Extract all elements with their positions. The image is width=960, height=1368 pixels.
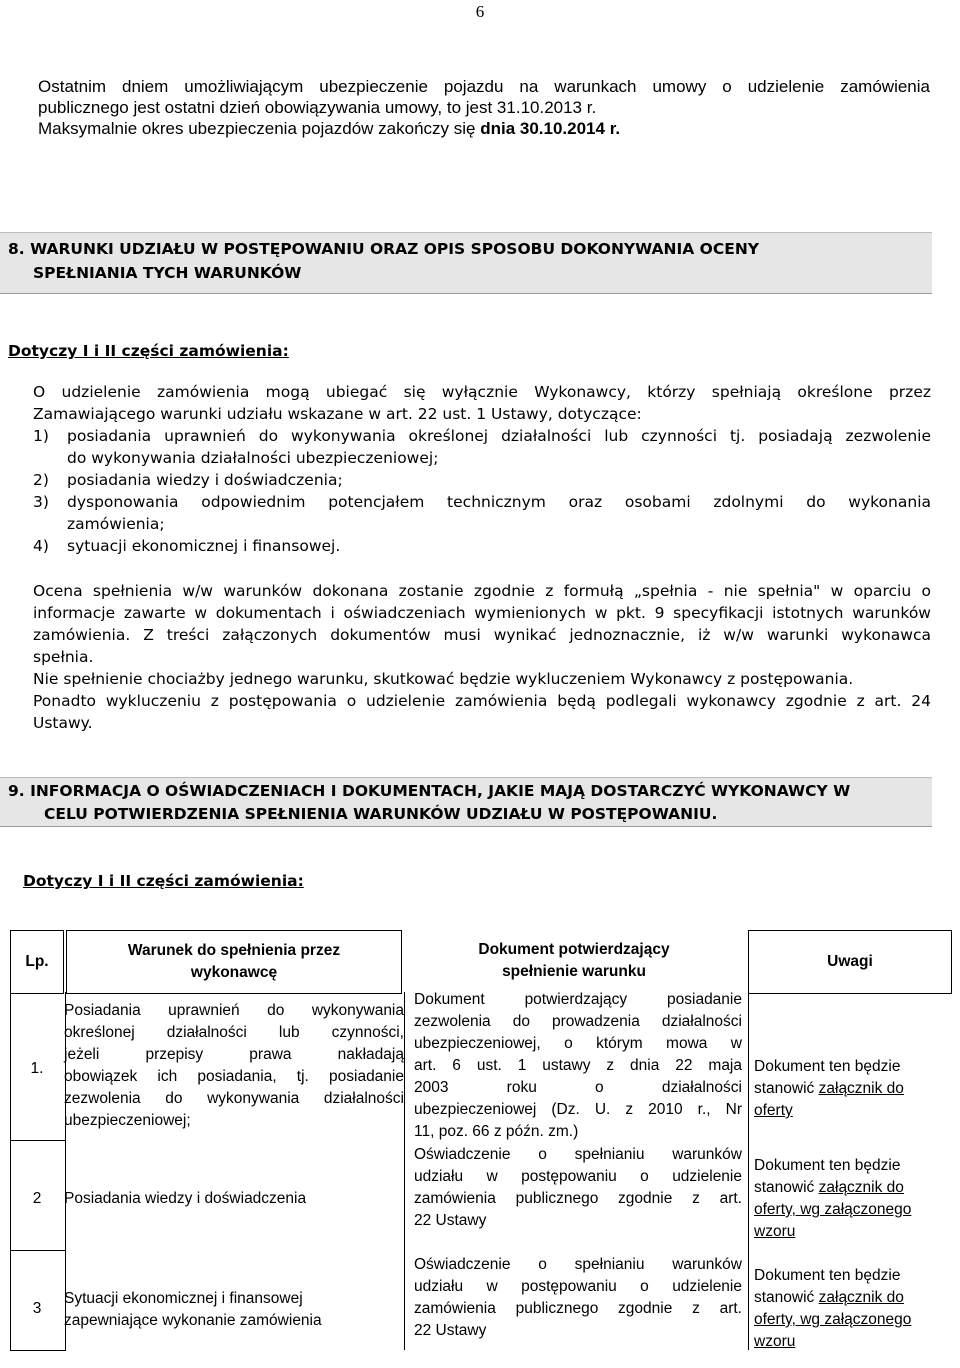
row-divider	[10, 1140, 66, 1141]
remarks-line	[754, 1177, 954, 1199]
cell-line: zezwolenia do prowadzenia działalności	[414, 1013, 742, 1030]
header-condition-line: Warunek do spełnienia przez	[127, 942, 341, 959]
row-condition	[64, 1288, 404, 1332]
section-8-subheading: Dotyczy I i II części zamówienia:	[8, 342, 289, 360]
paragraph-line: zamówienia. Z treści załączonych dokumentów musi wynikać jednoznacznie, iż w/w warunki wykonawca	[33, 626, 931, 644]
row-condition	[64, 1000, 404, 1132]
item-line: sytuacji ekonomicznej i finansowej.	[67, 537, 341, 555]
paragraph-line: O udzielenie zamówienia mogą ubiegać się wyłącznie Wykonawcy, którzy spełniają określone przez	[33, 383, 931, 401]
row-remarks	[754, 1056, 954, 1122]
item-line: zamówienia;	[67, 515, 165, 533]
cell-line: ubezpieczeniowej, o którym mowa w	[414, 1035, 742, 1052]
intro-date: dnia 30.10.2014 r.	[480, 119, 621, 138]
paragraph-line: Ponadto wykluczeniu z postępowania o udzielenie zamówienia będą podlegali wykonawcy zgodnie z art. 24	[33, 692, 931, 710]
remarks-text: stanowić	[754, 1080, 819, 1097]
row-lp: 3	[32, 1300, 42, 1317]
section-9-subheading: Dotyczy I i II części zamówienia:	[23, 872, 304, 890]
section-8-heading-line: 8. WARUNKI UDZIAŁU W POSTĘPOWANIU ORAZ OPIS SPOSOBU DOKONYWANIA OCENY	[8, 240, 760, 258]
header-document	[404, 930, 744, 984]
header-lp: Lp.	[10, 930, 64, 994]
remarks-text: stanowić	[754, 1179, 819, 1196]
paragraph-line: Nie spełnienie chociażby jednego warunku, skutkować będzie wykluczeniem Wykonawcy z postępowania.	[33, 670, 854, 688]
cell-line: zamówienia publicznego zgodnie z art.	[414, 1300, 742, 1317]
row-remarks	[754, 1155, 954, 1243]
cell-line: zapewniające wykonanie zamówienia	[64, 1312, 322, 1329]
attachment-link: oferty	[754, 1102, 793, 1119]
cell-line: 11, poz. 66 z późn. zm.)	[414, 1123, 579, 1140]
lp-column-border	[10, 992, 66, 1350]
row-document	[414, 1144, 742, 1232]
paragraph-line: Ocena spełnienia w/w warunków dokonana zostanie zgodnie z formułą „spełnia - nie spełnia" w oparciu o	[33, 582, 931, 600]
section-9-heading-line: 9. INFORMACJA O OŚWIADCZENIACH I DOKUMENTACH, JAKIE MAJĄ DOSTARCZYĆ WYKONAWCY W	[8, 782, 851, 800]
cell-line: Dokument potwierdzający posiadanie	[414, 991, 742, 1008]
item-number: 2)	[33, 471, 49, 489]
header-condition-line: wykonawcę	[190, 964, 278, 981]
section-8-heading-line: SPEŁNIANIA TYCH WARUNKÓW	[33, 264, 302, 282]
item-line: do wykonywania działalności ubezpieczeniowej;	[67, 449, 439, 467]
paragraph-line: Ustawy.	[33, 714, 93, 732]
row-condition	[64, 1188, 404, 1210]
remarks-line	[754, 1078, 954, 1100]
row-document	[414, 989, 742, 1143]
cell-line: 2003 roku o działalności	[414, 1079, 742, 1096]
cell-line: 22 Ustawy	[414, 1322, 487, 1339]
section-9-heading-line: CELU POTWIERDZENIA SPEŁNIENIA WARUNKÓW UDZIAŁU W POSTĘPOWANIU.	[44, 805, 718, 823]
row-document	[414, 1254, 742, 1342]
row-lp: 2	[32, 1190, 42, 1207]
item-number: 1)	[33, 427, 49, 445]
cell-line: zezwolenia do wykonywania działalności	[64, 1090, 404, 1107]
attachment-link: wzoru	[754, 1223, 796, 1240]
header-document-line: spełnienie warunku	[502, 963, 646, 980]
cell-line: ubezpieczeniowej;	[64, 1112, 191, 1129]
attachment-link: wzoru	[754, 1333, 796, 1350]
cell-line: udziału w postępowaniu o udzielenie	[414, 1168, 742, 1185]
attachment-link: załącznik do	[818, 1080, 904, 1097]
remarks-line: Dokument ten będzie	[754, 1157, 901, 1174]
remarks-line: Dokument ten będzie	[754, 1267, 901, 1284]
paragraph-line: informacje zawarte w dokumentach i oświadczeniach wymienionych w pkt. 9 specyfikacji istotnych warunków	[33, 604, 931, 622]
column-divider	[748, 992, 749, 1350]
attachment-link: oferty, wg załączonego	[754, 1311, 912, 1328]
header-remarks: Uwagi	[748, 930, 952, 994]
intro-text: Maksymalnie okres ubezpieczenia pojazdów zakończy się	[38, 119, 481, 138]
item-line: dysponowania odpowiednim potencjałem technicznym oraz osobami zdolnymi do wykonania	[67, 493, 931, 511]
cell-line: obowiązek ich posiadania, tj. posiadanie	[64, 1068, 404, 1085]
row-divider	[10, 1350, 66, 1351]
item-line: posiadania wiedzy i doświadczenia;	[67, 471, 343, 489]
attachment-link: oferty, wg załączonego	[754, 1201, 912, 1218]
item-line: posiadania uprawnień do wykonywania określonej działalności lub czynności tj. posiadają zezwolenie	[67, 427, 931, 445]
cell-line: Sytuacji ekonomicznej i finansowej	[64, 1290, 303, 1307]
page-number: 6	[475, 2, 485, 21]
cell-line: Posiadania uprawnień do wykonywania	[64, 1002, 404, 1019]
cell-line: zamówienia publicznego zgodnie z art.	[414, 1190, 742, 1207]
column-divider	[404, 992, 405, 1350]
cell-line: art. 6 ust. 1 ustawy z dnia 22 maja	[414, 1057, 742, 1074]
cell-line: Posiadania wiedzy i doświadczenia	[64, 1190, 307, 1207]
cell-line: Oświadczenie o spełnianiu warunków	[414, 1146, 742, 1163]
row-divider	[10, 1250, 66, 1251]
row-lp: 1.	[30, 1060, 44, 1077]
row-remarks	[754, 1265, 954, 1353]
item-number: 4)	[33, 537, 49, 555]
remarks-text: stanowić	[754, 1289, 819, 1306]
remarks-line	[754, 1287, 954, 1309]
attachment-link: załącznik do	[818, 1289, 904, 1306]
cell-line: określonej działalności lub czynności,	[64, 1024, 404, 1041]
cell-line: udziału w postępowaniu o udzielenie	[414, 1278, 742, 1295]
header-condition	[66, 930, 402, 994]
paragraph-line: Zamawiającego warunki udziału wskazane w art. 22 ust. 1 Ustawy, dotyczące:	[33, 405, 642, 423]
cell-line: 22 Ustawy	[414, 1212, 487, 1229]
paragraph-line: spełnia.	[33, 648, 94, 666]
cell-line: ubezpieczeniowej (Dz. U. z 2010 r., Nr	[414, 1101, 742, 1118]
cell-line: jeżeli przepisy prawa nakładają	[64, 1046, 404, 1063]
item-number: 3)	[33, 493, 49, 511]
cell-line: Oświadczenie o spełnianiu warunków	[414, 1256, 742, 1273]
header-document-line: Dokument potwierdzający	[478, 941, 670, 958]
remarks-line: Dokument ten będzie	[754, 1058, 901, 1075]
attachment-link: załącznik do	[818, 1179, 904, 1196]
intro-line: Ostatnim dniem umożliwiającym ubezpieczenie pojazdu na warunkach umowy o udzielenie zamówienia	[38, 77, 930, 96]
intro-line: publicznego jest ostatni dzień obowiązywania umowy, to jest 31.10.2013 r.	[38, 98, 597, 117]
